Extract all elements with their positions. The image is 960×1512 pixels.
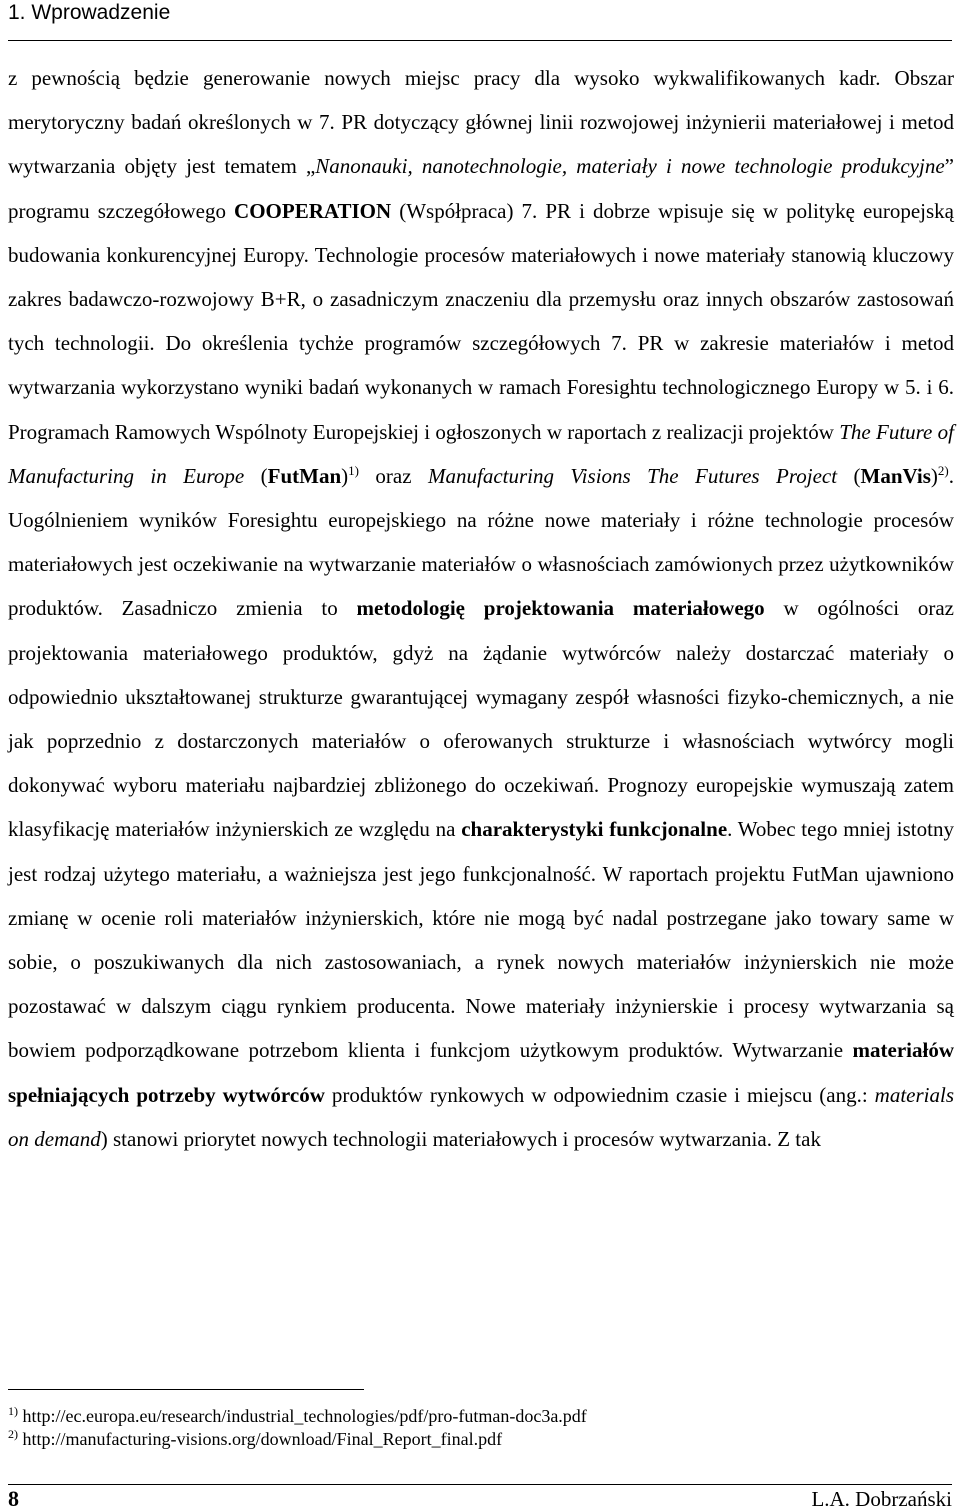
footnote-2: [8, 1428, 952, 1451]
footnote-ref-1: 1): [348, 462, 359, 478]
footnote-url[interactable]: http://ec.europa.eu/research/industrial_technologies/pdf/pro-futman-doc3a.pdf: [22, 1406, 587, 1426]
text-run: z pewnością będzie generowanie nowych miejsc pracy dla wysoko wykwalifikowanych kadr. Obszar merytoryczny badań określonych w 7. PR dotyczący głównej linii rozwojowej inżynierii materiałowej i metod wytwarzania objęty jest tematem „: [8, 66, 954, 179]
page-footer: [8, 1484, 952, 1511]
italic-phrase: materials on demand: [8, 1082, 955, 1151]
footnote-ref-2: 2): [937, 462, 949, 478]
program-name: COOPERATION: [234, 198, 392, 223]
text-run: produktów rynkowych w odpowiednim czasie i miejscu (ang.:: [324, 1082, 875, 1107]
text-run: w ogólności oraz projektowania materiałowego produktów, gdyż na żądanie wytwórców należy dostarczać materiały o odpowiednio ukształtowanej strukturze gwarantującej wymagany zespół własności fizyko-chemicznych, a nie jak poprzednio z dostarczonych materiałów o oferowanych strukturze i własnościach wytwórcy mogli dokonywać wyboru materiału najbardziej zbliżonego do oczekiwań. Prognozy europejskie wymuszają zatem klasyfikację materiałów inżynierskich ze względu na: [8, 596, 954, 842]
text-run: (: [837, 463, 861, 488]
chapter-title: 1. Wprowadzenie: [8, 1, 171, 24]
text-run: (Współpraca) 7. PR i dobrze wpisuje się w politykę europejską budowania konkurencyjnej Europy. Technologie procesów materiałowych i nowe materiały stanowią kluczowy zakres badawczo-rozwojowy B+R, o zasadniczym znaczeniu dla przemysłu oraz innych obszarów zastosowań tych technologii. Do określenia tychże programów szczegółowych 7. PR w zakresie materiałów i metod wytwarzania wykorzystano wyniki badań wykonanych w ramach Foresightu technologicznego Europy w 5. i 6. Programach Ramowych Wspólnoty Europejskiej i ogłoszonych w raportach z realizacji projektów: [8, 198, 954, 444]
footnote-url[interactable]: http://manufacturing-visions.org/download/Final_Report_final.pdf: [22, 1429, 503, 1449]
text-run: . Uogólnieniem wyników Foresightu europejskiego na różne nowe materiały i różne technologie procesów materiałowych jest oczekiwanie na wytwarzanie materiałów o własnościach zamówionych przez użytkowników produktów. Zasadniczo zmienia to: [8, 463, 954, 621]
page-header: [8, 0, 952, 41]
footnote-1: [8, 1405, 952, 1428]
project-title-futman: The Future of Manufacturing in Europe: [8, 419, 954, 488]
footnote-mark: 1): [8, 1404, 18, 1418]
text-run: ) stanowi priorytet nowych technologii materiałowych i procesów wytwarzania. Z tak: [100, 1126, 821, 1151]
main-text: [8, 56, 954, 1161]
bold-phrase: charakterystyki funkcjonalne: [461, 817, 728, 842]
text-run: ): [341, 463, 349, 488]
project-acronym-futman: FutMan: [267, 463, 342, 488]
text-run: ” programu szczegółowego: [8, 154, 954, 223]
text-run: ): [930, 463, 938, 488]
bold-phrase: materiałów spełniających potrzeby wytwórców: [8, 1038, 954, 1107]
bold-phrase: metodologię projektowania materiałowego: [356, 596, 765, 621]
footnotes: [8, 1405, 952, 1451]
page-number: 8: [8, 1486, 19, 1511]
author-name: L.A. Dobrzański: [811, 1487, 952, 1511]
text-run: (: [244, 463, 268, 488]
footnote-mark: 2): [8, 1427, 18, 1441]
text-run: oraz: [359, 463, 428, 488]
project-acronym-manvis: ManVis: [860, 463, 931, 488]
footnote-separator: [8, 1389, 364, 1390]
text-run: . Wobec tego mniej istotny jest rodzaj użytego materiału, a ważniejsza jest jego funkcjonalność. W raportach projektu FutMan ujawniono zmianę w ocenie roli materiałów inżynierskich, które nie mogą być nadal postrzegane jako towary same w sobie, o poszukiwanych dla nich zastosowaniach, a rynek nowych materiałów inżynierskich nie może pozostawać w dalszym ciągu rynkiem producenta. Nowe materiały inżynierskie i procesy wytwarzania są bowiem podporządkowane potrzebom klienta i funkcjom użytkowym produktów. Wytwarzanie: [8, 817, 954, 1063]
paragraph: [8, 56, 954, 1161]
topic-title: Nanonauki, nanotechnologie, materiały i nowe technologie produkcyjne: [315, 154, 945, 179]
project-title-manvis: Manufacturing Visions The Futures Project: [428, 463, 838, 488]
